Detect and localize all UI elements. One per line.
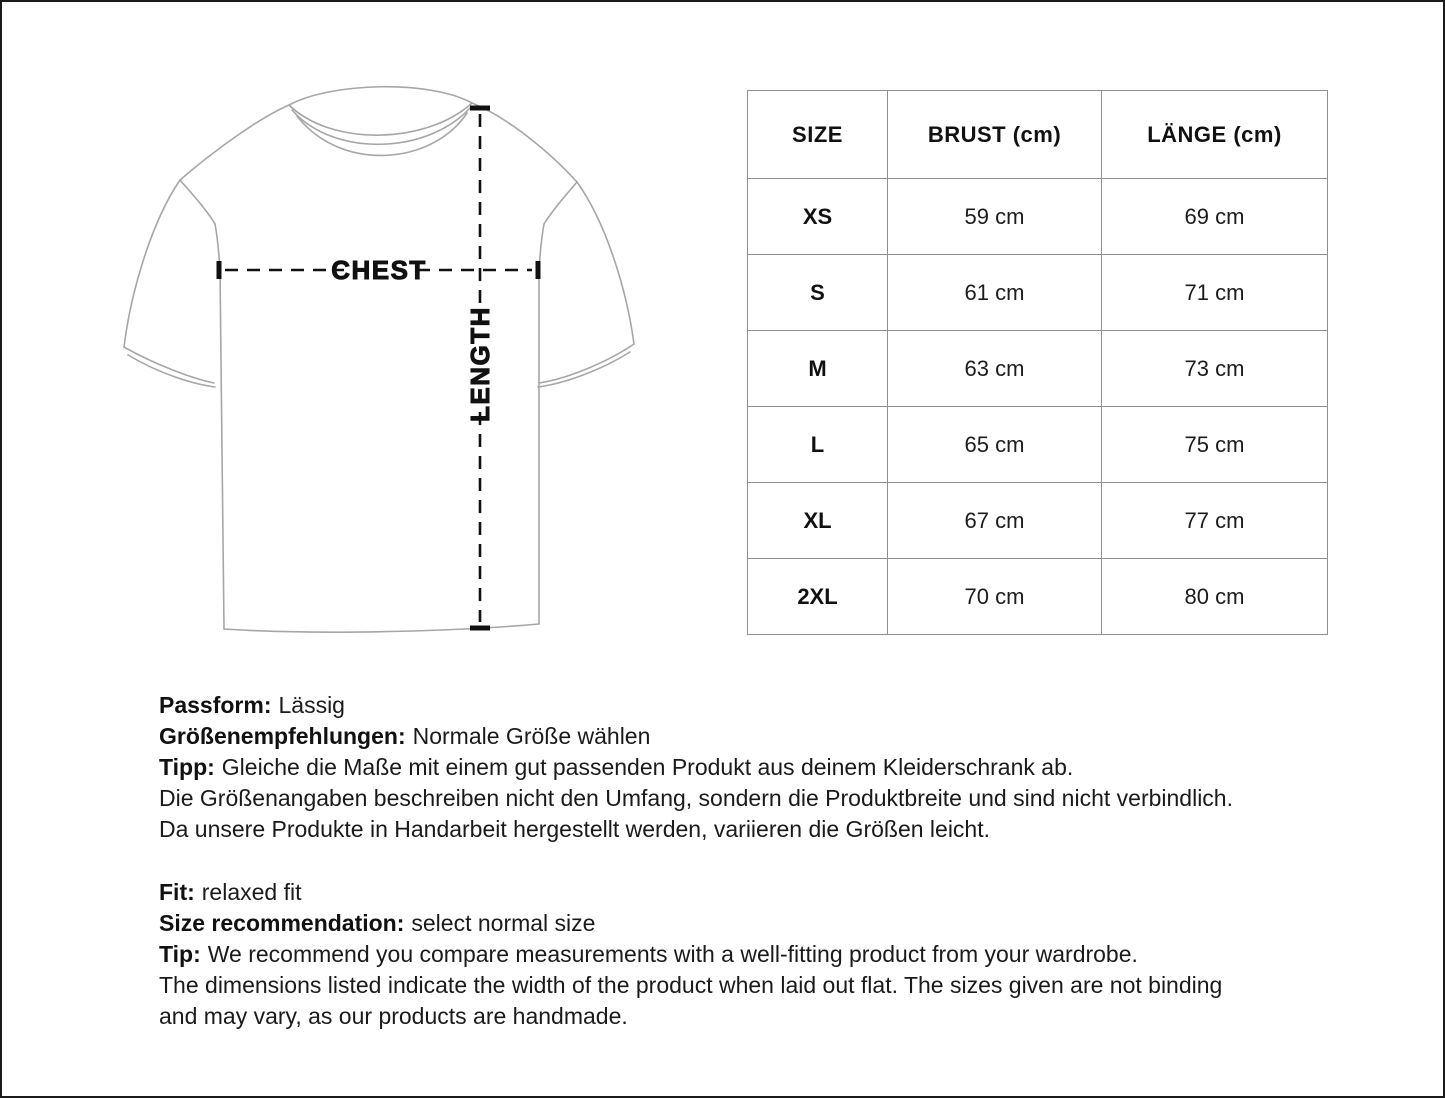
size-cell: 2XL	[748, 559, 888, 635]
table-row	[748, 255, 1328, 331]
tip-text-1: We recommend you compare measurements with a well-fitting product from your wardrobe.	[207, 941, 1138, 967]
col-header-size: SIZE	[748, 91, 888, 179]
size-cell: L	[748, 407, 888, 483]
tip-line-2: The dimensions listed indicate the width of the product when laid out flat. The sizes given are not binding	[159, 972, 1223, 998]
chest-cell: 67 cm	[888, 483, 1102, 559]
fit-label: Fit:	[159, 879, 195, 905]
tipp-label: Tipp:	[159, 754, 215, 780]
length-measure-line	[465, 108, 495, 628]
table-row	[748, 559, 1328, 635]
tip-label: Tip:	[159, 941, 201, 967]
tipp-line-2: Die Größenangaben beschreiben nicht den Umfang, sondern die Produktbreite und sind nicht verbindlich.	[159, 785, 1233, 811]
tipp-line-3: Da unsere Produkte in Handarbeit hergestellt werden, variieren die Größen leicht.	[159, 816, 990, 842]
table-row	[748, 179, 1328, 255]
tip-line-1	[159, 939, 1429, 970]
tshirt-diagram-svg	[92, 72, 667, 652]
table-row	[748, 483, 1328, 559]
fit-line	[159, 877, 1429, 908]
length-cell: 73 cm	[1102, 331, 1328, 407]
tip-line-3: and may vary, as our products are handmade.	[159, 1003, 628, 1029]
size-recommendation-value: select normal size	[411, 910, 596, 936]
length-cell: 80 cm	[1102, 559, 1328, 635]
passform-line	[159, 690, 1429, 721]
passform-value: Lässig	[278, 692, 345, 718]
passform-label: Passform:	[159, 692, 272, 718]
tipp-line-1	[159, 752, 1429, 783]
size-cell: XS	[748, 179, 888, 255]
size-recommendation-label: Size recommendation:	[159, 910, 405, 936]
chest-measure-line	[219, 255, 538, 285]
col-header-length: LÄNGE (cm)	[1102, 91, 1328, 179]
length-cell: 71 cm	[1102, 255, 1328, 331]
chest-cell: 59 cm	[888, 179, 1102, 255]
size-table-header-row	[748, 91, 1328, 179]
chest-cell: 61 cm	[888, 255, 1102, 331]
table-row	[748, 331, 1328, 407]
chest-cell: 70 cm	[888, 559, 1102, 635]
chest-cell: 63 cm	[888, 331, 1102, 407]
tshirt-outline	[124, 87, 634, 632]
length-cell: 75 cm	[1102, 407, 1328, 483]
tshirt-measurement-diagram	[92, 72, 667, 652]
length-label: LENGTH	[465, 306, 495, 422]
groessenempfehlung-line	[159, 721, 1429, 752]
groessenempfehlung-label: Größenempfehlungen:	[159, 723, 406, 749]
chest-label: CHEST	[331, 255, 427, 285]
size-table	[747, 90, 1328, 635]
size-cell: M	[748, 331, 888, 407]
fit-value: relaxed fit	[201, 879, 302, 905]
notes-english	[159, 877, 1429, 1032]
chest-cell: 65 cm	[888, 407, 1102, 483]
notes-section	[159, 690, 1429, 1032]
size-cell: XL	[748, 483, 888, 559]
size-cell: S	[748, 255, 888, 331]
col-header-chest: BRUST (cm)	[888, 91, 1102, 179]
length-cell: 69 cm	[1102, 179, 1328, 255]
notes-german	[159, 690, 1429, 845]
length-cell: 77 cm	[1102, 483, 1328, 559]
size-recommendation-line	[159, 908, 1429, 939]
tipp-text-1: Gleiche die Maße mit einem gut passenden Produkt aus deinem Kleiderschrank ab.	[221, 754, 1074, 780]
table-row	[748, 407, 1328, 483]
groessenempfehlung-value: Normale Größe wählen	[412, 723, 651, 749]
